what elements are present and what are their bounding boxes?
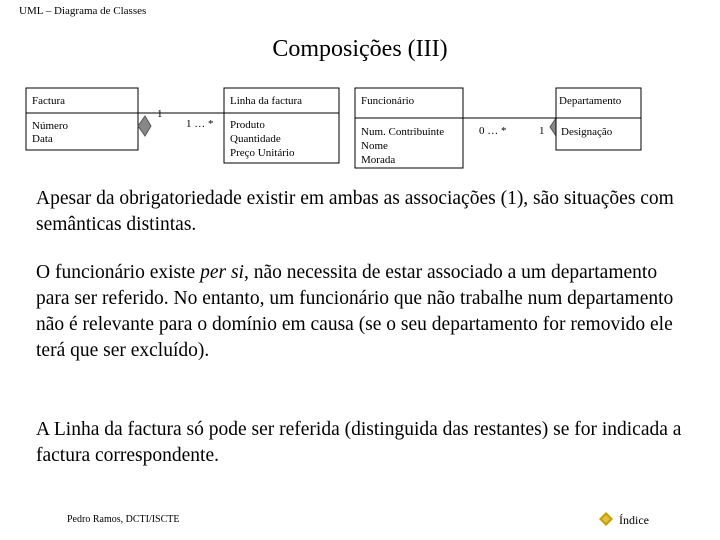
class-factura-name: Factura: [32, 95, 65, 107]
slide-title: Composições (III): [272, 36, 448, 62]
class-linha-attr-3: Preço Unitário: [230, 147, 295, 159]
diamond-nav-icon[interactable]: [599, 512, 613, 526]
class-funcionario: [355, 88, 463, 168]
class-funcionario-attr-2: Nome: [361, 140, 388, 152]
assoc2-mult-left: 0 … *: [479, 125, 507, 137]
class-factura-attr-2: Data: [32, 133, 53, 145]
class-departamento-name: Departamento: [559, 95, 622, 107]
class-departamento: [556, 88, 641, 150]
class-factura-attr-1: Número: [32, 120, 69, 132]
composition-factura-linha: [138, 108, 224, 136]
class-departamento-attr-1: Designação: [561, 126, 613, 138]
class-linha-attr-1: Produto: [230, 119, 265, 131]
paragraph-funcionario: [36, 260, 686, 364]
composition-diamond-icon: [138, 116, 151, 136]
footer-author: Pedro Ramos, DCTI/ISCTE: [67, 514, 180, 525]
class-funcionario-name: Funcionário: [361, 95, 415, 107]
assoc1-mult-right: 1 … *: [186, 118, 214, 130]
slide-header: UML – Diagrama de Classes: [19, 5, 147, 17]
class-linha-attr-2: Quantidade: [230, 133, 281, 145]
assoc2-mult-right: 1: [539, 125, 545, 137]
class-funcionario-attr-3: Morada: [361, 154, 396, 166]
paragraph-linha-factura: A Linha da factura só pode ser referida (distinguida das restantes) se for indicada a factura correspondente.: [36, 419, 682, 466]
paragraph-funcionario-italic: per si: [200, 262, 244, 283]
paragraph-funcionario-part-1: O funcionário existe: [36, 262, 201, 283]
paragraph-obligation: Apesar da obrigatoriedade existir em ambas as associações (1), são situações com semânticas distintas.: [36, 188, 674, 235]
class-linha-name: Linha da factura: [230, 95, 303, 107]
composition-funcionario-departamento: [463, 118, 562, 137]
class-diagram: [0, 0, 720, 180]
index-link[interactable]: Índice: [619, 513, 649, 527]
paragraph-funcionario-part-2: , não necessita de estar associado a um departamento para ser referido. No entanto, um funcionário que não trabalhe num departamento não é relevante para o domínio em causa (se o seu departamento for removido ele terá que ser excluído).: [36, 262, 674, 361]
assoc1-mult-left: 1: [157, 108, 163, 120]
class-factura: [26, 88, 138, 150]
class-funcionario-attr-1: Num. Contribuinte: [361, 126, 445, 138]
class-linha-factura: [224, 88, 339, 163]
